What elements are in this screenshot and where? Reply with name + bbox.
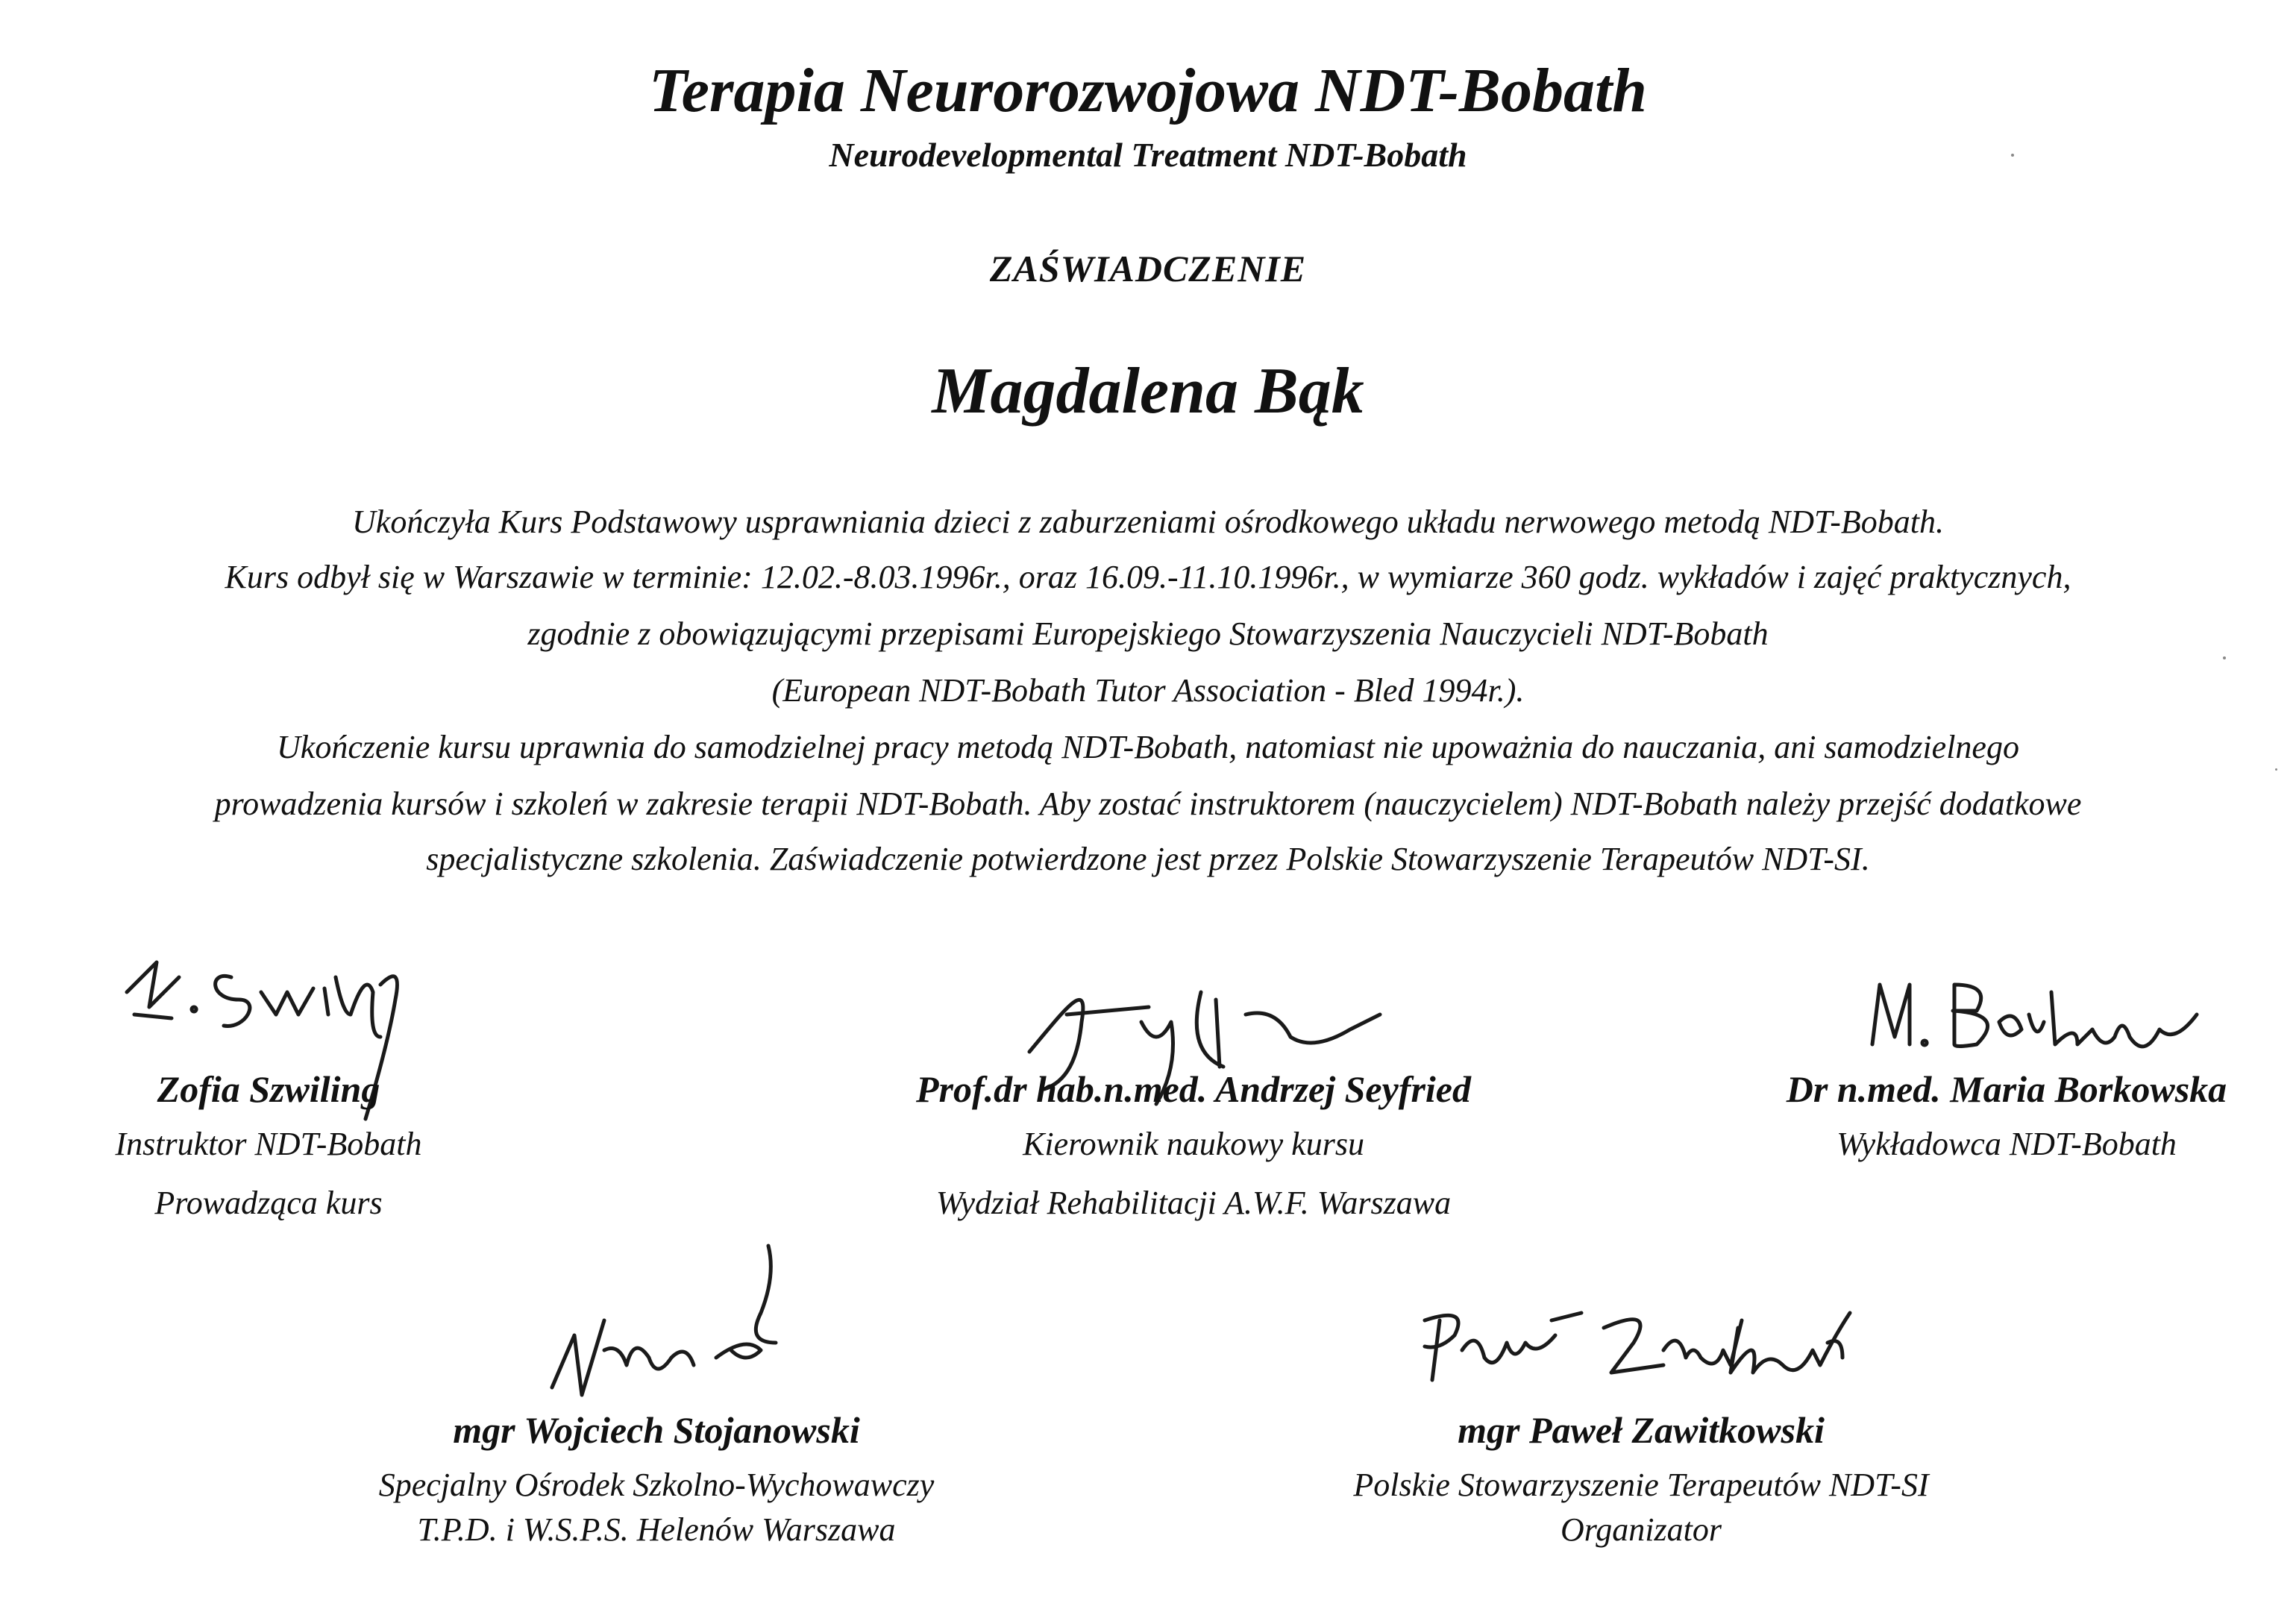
body-line-2: Kurs odbył się w Warszawie w terminie: 12.02.-8.03.1996r., oraz 16.09.-11.10.1996r., w wymiarze 360 godz. wykładów i zajęć praktycznych, [225, 559, 2071, 595]
signature-zawitkowski [1410, 1298, 1992, 1395]
signatory-role: Wydział Rehabilitacji A.W.F. Warszawa [935, 1185, 1452, 1221]
recipient-name: Magdalena Bąk [932, 355, 1364, 427]
signatory-role: Wykładowca NDT-Bobath [1837, 1126, 2177, 1162]
signatory-role: Specjalny Ośrodek Szkolno-Wychowawczy [378, 1467, 935, 1503]
body-line-5: Ukończenie kursu uprawnia do samodzielnej pracy metodą NDT-Bobath, natomiast nie upoważnia do nauczania, ani samodzielnego [277, 729, 2019, 765]
signatory-name: Zofia Szwiling [157, 1068, 380, 1110]
body-line-6: prowadzenia kursów i szkoleń w zakresie terapii NDT-Bobath. Aby zostać instruktorem (nauczycielem) NDT-Bobath należy przejść dodatkowe [214, 786, 2082, 822]
body-line-3: zgodnie z obowiązującymi przepisami Europejskiego Stowarzyszenia Nauczycieli NDT-Bobath [527, 615, 1769, 652]
signatory-role: Prowadząca kurs [154, 1185, 383, 1221]
signatory-role: T.P.D. i W.S.P.S. Helenów Warszawa [417, 1511, 896, 1548]
scan-speck [2275, 768, 2277, 771]
signatory-name: Dr n.med. Maria Borkowska [1786, 1068, 2227, 1110]
signatory-role: Kierownik naukowy kursu [1023, 1126, 1364, 1162]
signatory-name: mgr Paweł Zawitkowski [1458, 1409, 1825, 1451]
scan-speck [2223, 656, 2226, 659]
body-line-7: specjalistyczne szkolenia. Zaświadczenie potwierdzone jest przez Polskie Stowarzyszenie Terapeutów NDT-SI. [426, 841, 1870, 877]
signatory-name: mgr Wojciech Stojanowski [453, 1409, 860, 1451]
body-line-1: Ukończyła Kurs Podstawowy usprawniania dzieci z zaburzeniami ośrodkowego układu nerwowego metodą NDT-Bobath. [352, 504, 1944, 540]
signatory-role: Organizator [1561, 1511, 1722, 1548]
certificate-title: Terapia Neurorozwojowa NDT-Bobath [648, 56, 1647, 125]
document-type: ZAŚWIADCZENIE [989, 248, 1307, 289]
certificate-subtitle: Neurodevelopmental Treatment NDT-Bobath [829, 136, 1467, 174]
signature-borkowska [1865, 970, 2253, 1067]
signatory-role: Polskie Stowarzyszenie Terapeutów NDT-SI [1353, 1467, 1929, 1503]
signatory-role: Instruktor NDT-Bobath [115, 1126, 422, 1162]
body-line-4: (European NDT-Bobath Tutor Association - Bled 1994r.). [771, 672, 1525, 709]
signatory-name: Prof.dr hab.n.med. Andrzej Seyfried [916, 1068, 1471, 1110]
signature-stojanowski [537, 1238, 821, 1410]
scan-speck [2011, 154, 2014, 157]
